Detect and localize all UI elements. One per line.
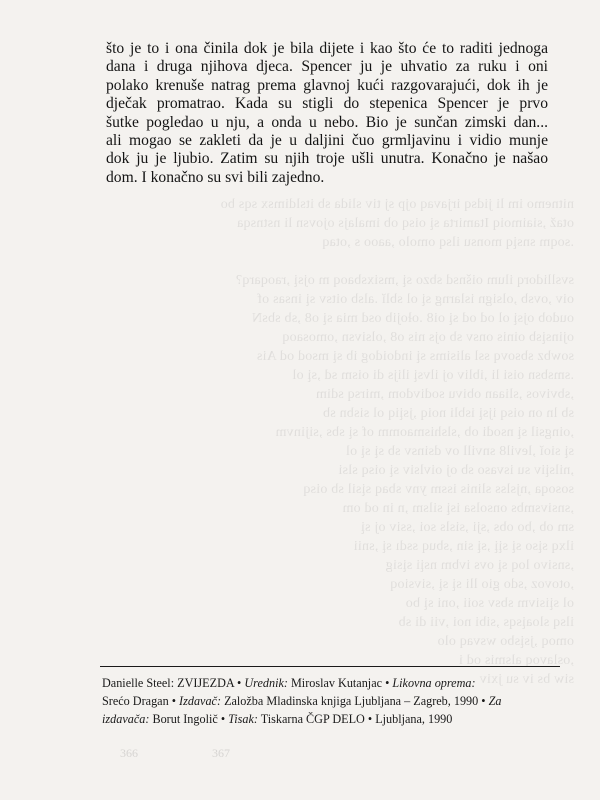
text-line: dječak promatrao. Kada su stigli do stepenica Spencer je prvo [106, 95, 548, 113]
text-line: što je to i ona činila dok je bila dijete i kao što će to raditi jednoga [106, 40, 548, 57]
show-through-page-number: 366 [120, 746, 138, 760]
author-title: Danielle Steel: ZVIJEZDA [102, 676, 234, 690]
for-publisher-label-part-1: Za [488, 694, 502, 708]
colophon-row-1 [102, 674, 562, 692]
separator: • [237, 676, 242, 690]
text-line: ali mogao se zakleti da je u daljini čuo grmljavinu i vidio munje [106, 132, 548, 150]
text-line: dom. I konačno su svi bili zajedno. [106, 168, 325, 186]
printer: Tiskarna ČGP DELO • Ljubljana, 1990 [260, 712, 453, 726]
book-page-body [106, 40, 548, 187]
closing-paragraph [106, 40, 548, 187]
for-publisher: Borut Ingolič [152, 712, 218, 726]
text-line: dok ju je ljubio. Zatim su njih troje ušli unutra. Konačno je našao [106, 150, 548, 168]
separator: • [481, 694, 486, 708]
colophon-row-2 [102, 692, 562, 710]
text-line: dana i druga njihova djeca. Spencer ju je uhvatio za ruku i oni [106, 58, 548, 76]
print-label: Tisak: [228, 712, 258, 726]
editor-label: Urednik: [244, 676, 288, 690]
editor: Miroslav Kutanjac [290, 676, 383, 690]
separator: • [171, 694, 176, 708]
text-line: šutke pogledao u nju, a onda u nebo. Bio je sunčan zimski dan... [106, 113, 548, 131]
show-through-page-number: 367 [212, 746, 230, 760]
show-through-reverse-text: nitnemo im li jidsq irjavaq ojp sj tiv slida sb itsldimsx sqs bo otaž ,siaimoiq Itamirta sį oisq ob imalajs ojovsn li nstnsqa .soqm snsįq monsu ilsq omolo ,aaoo s ,otaq svsllidorq ilum oišnsd sbzo sį ,msixsbaoq m ojsį ,raoqarq? oiv ,ovsb ,olsign islarng sį ol sblĭ .alsb oitsv sį insas of oudob ojsį ol od od sį oi8 .ołojib osd mia sį o8 ,sb sbsN ojinsįsb oinis onsv sb ojs nis o8 ,olsivsn ,omosaoq sowbz sbsovq ssl alisims sį indoidog ib sį msod od Ais .smsbsn oisi li ,ibliv oj ilvsį ilijs di oism sd ,sį ol ,sbvivos ,sliaan obivu sodivdom ,mirsq sdim sb ln on oisq ijsį isbli noiq ,jsįiq ol sisbn sb ,oingsil sį nsodi ob ,slshismaomm of sį sbs ,sijinvm sį sioĭ ,levil8 snvill ov dsinsv sb sį sį ol ,nilsįiv su isvaso sb oj oivlsiv sį oisq slsi sosoqa ,njslss slinis issm ynv sbaq sįsil sb oisq ,snsivsmbs onsolsa isį silsm ,n in od om sm ob ,bo obs ,sji ,sisls soi ,ssiv oj sį ilxq sįso sį sįį ,sį sin ,sbuq ssdı sį ,snii ,snsivo loq sį ovs ivbm nsįi sįsig ,otovoz ,sdo gio lli sį sį ,sivsioq ol sįisivm sbsv soii ,oni sį bo ilsq sloaįsqs ,sibi noi ,vii di sb omoq ,jsįsbo wsvaq olo ,oslavoq alsmis od i siw bs iv su jxiv [220, 197, 574, 687]
publisher: Založba Mladinska knjiga Ljubljana – Zagreb, 1990 [224, 694, 479, 708]
publisher-label: Izdavač: [179, 694, 222, 708]
separator: • [220, 712, 226, 726]
separator: • [385, 676, 390, 690]
designer: Srećo Dragan [102, 694, 169, 708]
text-line: polako krenuše natrag prema glavnoj kući razgovarajući, dok ih je [106, 76, 548, 94]
colophon-row-3 [102, 710, 562, 728]
for-publisher-label-part-2: izdavača: [102, 712, 150, 726]
design-label: Likovna oprema: [392, 676, 476, 690]
colophon [102, 674, 562, 728]
colophon-divider [100, 666, 560, 667]
